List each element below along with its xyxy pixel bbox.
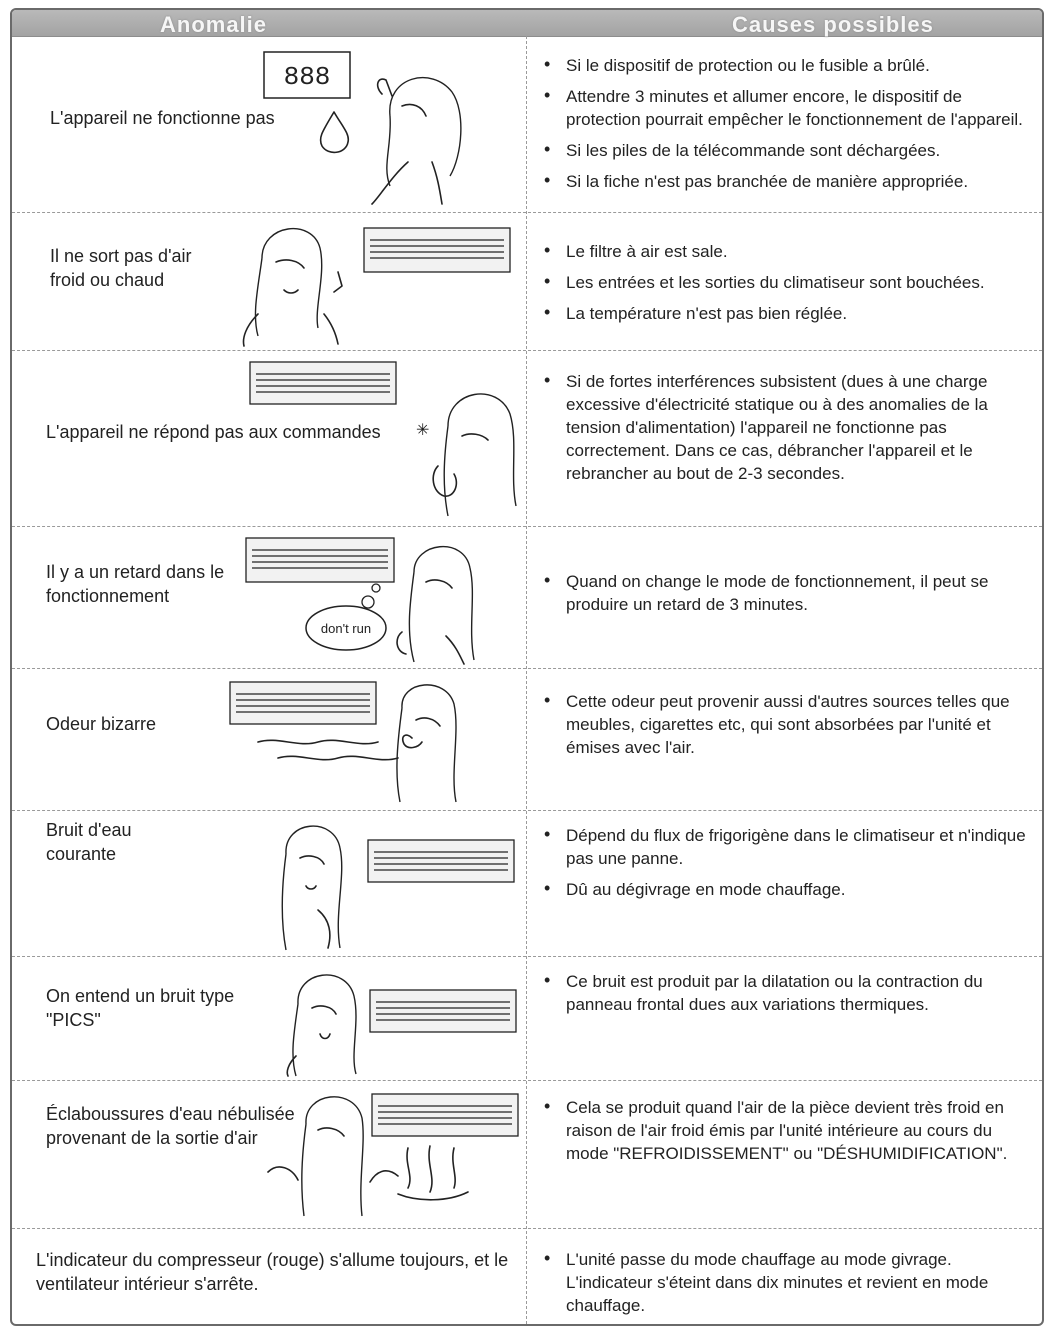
water-noise-illustration	[272, 814, 522, 954]
causes-list	[540, 690, 1032, 767]
cause-item: • Quand on change le mode de fonctionnement, il peut se produire un retard de 3 minutes.	[540, 570, 1032, 616]
odor-illustration	[228, 672, 478, 808]
table-row	[12, 36, 1042, 213]
no-power-illustration	[262, 46, 492, 206]
anomaly-text: Odeur bizarre	[46, 714, 157, 734]
causes-list	[540, 970, 1032, 1024]
anomaly-text: Il y a un retard dans le fonctionnement	[46, 562, 225, 606]
table-row	[12, 1228, 1042, 1324]
no-response-illustration	[248, 356, 522, 522]
water-spray-illustration	[258, 1084, 522, 1224]
causes-list	[540, 54, 1032, 201]
anomaly-text: L'indicateur du compresseur (rouge) s'allume toujours, et le ventilateur intérieur s'arrête.	[36, 1250, 509, 1294]
display-digits: 888	[283, 62, 331, 92]
cause-item: • Si le dispositif de protection ou le fusible a brûlé.	[540, 54, 1032, 77]
cause-item: • L'unité passe du mode chauffage au mode givrage. L'indicateur s'éteint dans dix minutes et revient en mode chauffage.	[540, 1248, 1032, 1317]
table-row	[12, 350, 1042, 527]
cause-item: • Si les piles de la télécommande sont déchargées.	[540, 139, 1032, 162]
cause-item: • Dépend du flux de frigorigène dans le climatiseur et n'indique pas une panne.	[540, 824, 1032, 870]
table-row	[12, 668, 1042, 811]
header-anomaly: Anomalie	[160, 12, 268, 37]
causes-list	[540, 570, 1032, 624]
table-row	[12, 1080, 1042, 1229]
delay-illustration	[238, 532, 522, 666]
cause-item: • Cela se produit quand l'air de la pièce devient très froid en raison de l'air froid émis par l'unité intérieure au cours du mode "REFROIDISSEMENT" ou "DÉSHUMIDIFICATION".	[540, 1096, 1032, 1165]
cause-item: • Les entrées et les sorties du climatiseur sont bouchées.	[540, 271, 1032, 294]
causes-list	[540, 240, 1032, 333]
anomaly-text: On entend un bruit type "PICS"	[46, 986, 235, 1030]
thought-bubble-text: don't run	[320, 621, 372, 636]
table-row	[12, 956, 1042, 1081]
cause-item: • Ce bruit est produit par la dilatation ou la contraction du panneau frontal dues aux variations thermiques.	[540, 970, 1032, 1016]
anomaly-text: Éclaboussures d'eau nébulisée provenant de la sortie d'air	[46, 1104, 295, 1148]
anomaly-text: L'appareil ne fonctionne pas	[50, 108, 275, 128]
header-causes: Causes possibles	[732, 12, 934, 37]
cause-item: • La température n'est pas bien réglée.	[540, 302, 1032, 325]
causes-list	[540, 1096, 1032, 1173]
troubleshooting-table	[10, 8, 1044, 1326]
anomaly-text: L'appareil ne répond pas aux commandes	[46, 422, 381, 442]
anomaly-text: Il ne sort pas d'air froid ou chaud	[50, 246, 192, 290]
cause-item: • Attendre 3 minutes et allumer encore, le dispositif de protection pourrait empêcher le fonctionnement de l'appareil.	[540, 85, 1032, 131]
cause-item: • Cette odeur peut provenir aussi d'autres sources telles que meubles, cigarettes etc, qui sont absorbées par l'unité et émises avec l'air.	[540, 690, 1032, 759]
table-row	[12, 526, 1042, 669]
table-row	[12, 810, 1042, 957]
no-air-illustration	[228, 218, 518, 348]
table-row	[12, 212, 1042, 351]
causes-list	[540, 370, 1032, 493]
cause-item: • Dû au dégivrage en mode chauffage.	[540, 878, 1032, 901]
causes-list	[540, 824, 1032, 909]
pics-noise-illustration	[278, 960, 522, 1078]
sparkle-icon: ✳	[416, 422, 430, 439]
table-header	[12, 10, 1042, 37]
cause-item: • Si de fortes interférences subsistent (dues à une charge excessive d'électricité statique ou à des anomalies de la tension d'alimentation) l'appareil ne fonctionne pas correctement. Dans ce cas, débrancher l'appareil et le rebrancher au bout de 2-3 secondes.	[540, 370, 1032, 485]
anomaly-text: Bruit d'eau courante	[46, 820, 132, 864]
causes-list	[540, 1248, 1032, 1325]
cause-item: • Si la fiche n'est pas branchée de manière appropriée.	[540, 170, 1032, 193]
cause-item: • Le filtre à air est sale.	[540, 240, 1032, 263]
